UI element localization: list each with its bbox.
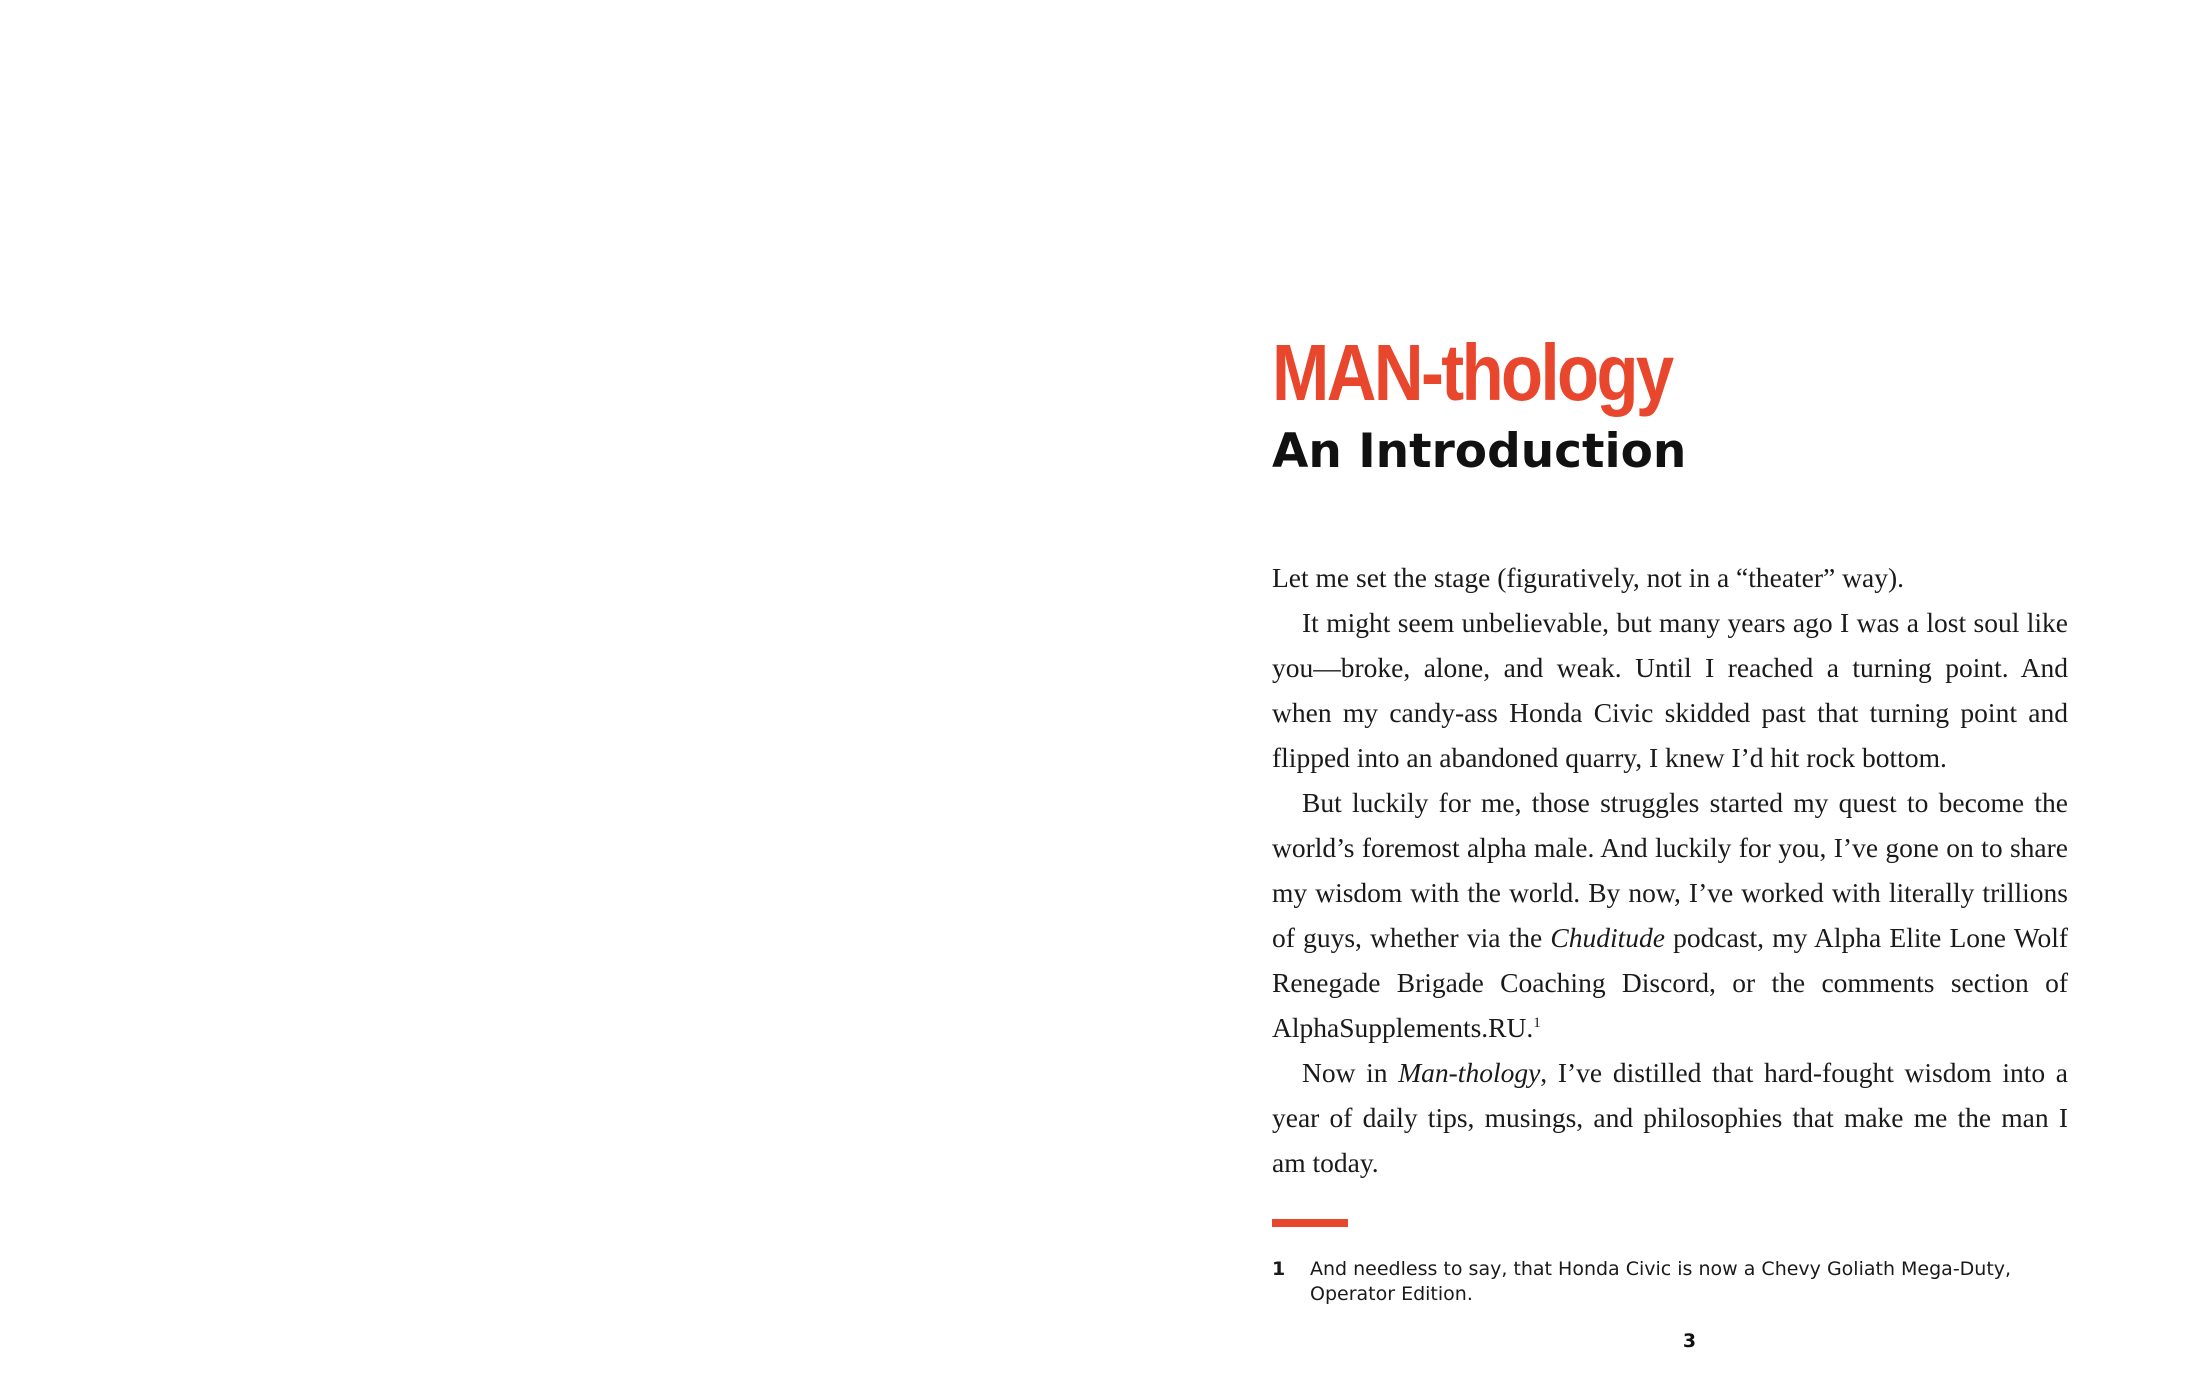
right-page (1100, 0, 2199, 1399)
footnote-text: And needless to say, that Honda Civic is now a Chevy Goliath Mega-Duty, Operator Edition. (1310, 1258, 2012, 1305)
paragraph-3-part-2: podcast, my Alpha Elite Lone Wolf Renegade Brigade Coaching Discord, or the comments section of AlphaSupplements.RU. (1272, 922, 2068, 1043)
chapter-content (1272, 325, 2068, 1307)
paragraph-3 (1272, 780, 2068, 1050)
page-number: 3 (1682, 1330, 1697, 1352)
footnote-reference[interactable]: 1 (1533, 1014, 1541, 1031)
footnote (1272, 1257, 2068, 1307)
paragraph-4-part-2: , I’ve distilled that hard-fought wisdom into a year of daily tips, musings, and philosophies that make me the man I am today. (1272, 1057, 2068, 1178)
chapter-subtitle: An Introduction (1272, 424, 1687, 479)
footnote-divider (1272, 1219, 1348, 1227)
paragraph-4 (1272, 1050, 2068, 1185)
paragraph-2: It might seem unbelievable, but many years ago I was a lost soul like you—broke, alone, and weak. Until I reached a turning point. And when my candy-ass Honda Civic skidded past that turning point and flipped into an abandoned quarry, I knew I’d hit rock bottom. (1272, 607, 2068, 773)
paragraph-4-part-1: Now in (1302, 1057, 1399, 1088)
paragraph-3-part-1: But luckily for me, those struggles started my quest to become the world’s foremost alpha male. And luckily for you, I’ve gone on to share my wisdom with the world. By now, I’ve worked with literally trillions of guys, whether via the (1272, 787, 2068, 953)
book-title-italic: Man-thology (1398, 1057, 1541, 1088)
paragraph-1: Let me set the stage (figuratively, not in a “theater” way). (1272, 562, 1904, 593)
chapter-title: MAN-thology (1272, 328, 1672, 417)
podcast-name: Chuditude (1550, 922, 1665, 953)
footnote-number: 1 (1272, 1258, 1286, 1280)
body-text (1272, 555, 2068, 1185)
